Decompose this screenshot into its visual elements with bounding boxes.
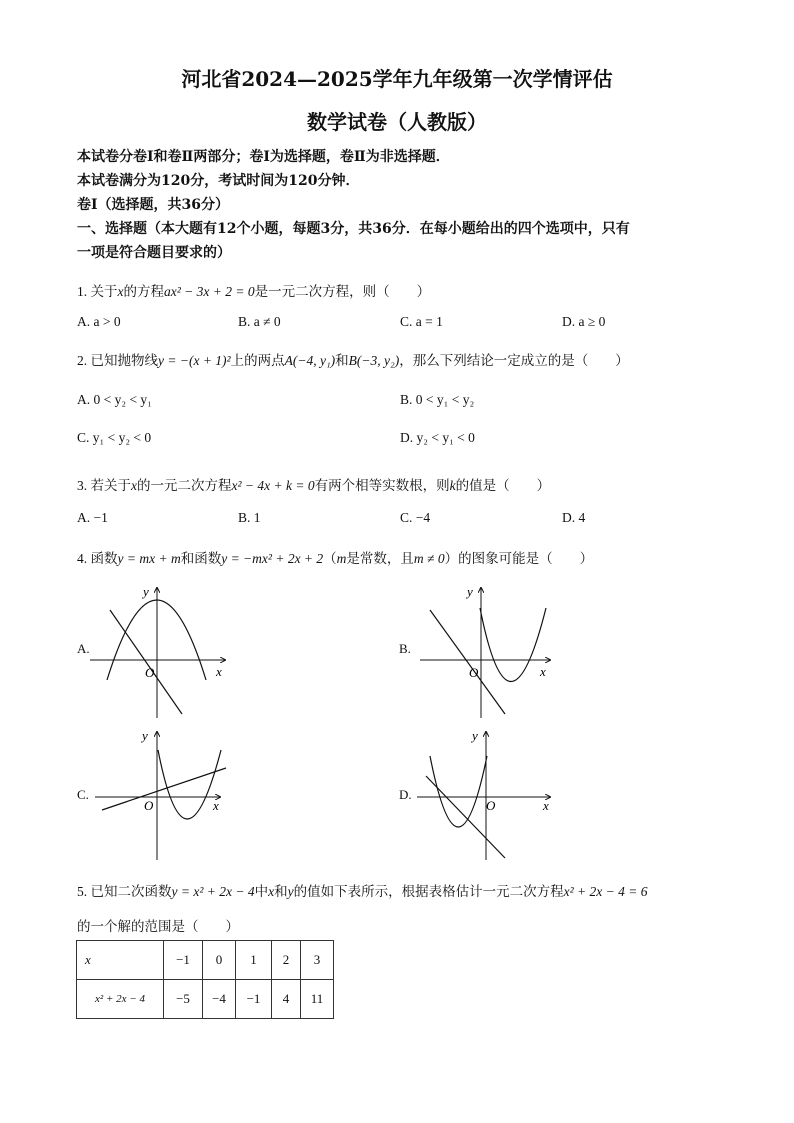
q3-var-k: k xyxy=(449,478,456,493)
q3-option-b: B. 1 xyxy=(238,510,261,525)
table-cell: 0 xyxy=(203,941,236,980)
table-cell: −1 xyxy=(164,941,203,980)
question-5-stem-2: 的一个解的范围是（ ） xyxy=(77,919,239,934)
q2-option-c: C. y₁ < y₂ < 0 xyxy=(77,430,152,445)
graph-a xyxy=(90,580,240,720)
q3-equation: x² − 4x + k = 0 xyxy=(231,478,315,493)
q1-var: x xyxy=(117,284,124,299)
graph-b-parabola xyxy=(480,608,546,682)
value-table xyxy=(76,940,334,1019)
graph-a-line xyxy=(110,610,182,714)
graph-c-parabola xyxy=(158,750,221,819)
table-cell: 1 xyxy=(236,941,272,980)
q5-var-y: y xyxy=(287,884,294,899)
q3-option-d: D. 4 xyxy=(562,510,586,525)
graph-b-x-label: x xyxy=(540,664,546,679)
q4-equation-2: y = −mx² + 2x + 2 xyxy=(221,551,324,566)
graph-d xyxy=(412,728,562,863)
table-row xyxy=(77,980,334,1019)
q3-text-b: 的一元二次方程 xyxy=(137,478,232,493)
q3-text-a: 3. 若关于 xyxy=(77,478,131,493)
q1-text-c: 是一元二次方程，则（ ） xyxy=(254,284,431,299)
graph-a-y-label: y xyxy=(143,584,149,599)
q1-text-a: 1. 关于 xyxy=(77,284,118,299)
graph-b-origin: O xyxy=(469,665,479,680)
question-3-stem xyxy=(77,474,550,494)
graph-a-origin: O xyxy=(145,665,155,680)
q5-text-b: 中 xyxy=(254,884,269,899)
q4-var-m: m xyxy=(336,551,347,566)
graph-a-x-label: x xyxy=(216,664,222,679)
q4-text-e: ）的图象可能是（ ） xyxy=(444,551,594,566)
table-cell: −1 xyxy=(236,980,272,1019)
q4-text-a: 4. 函数 xyxy=(77,551,118,566)
q4-text-d: 是常数，且 xyxy=(346,551,414,566)
q1-text-b: 的方程 xyxy=(123,284,164,299)
table-cell: 2 xyxy=(272,941,301,980)
q5-equation: y = x² + 2x − 4 xyxy=(171,884,255,899)
q2-option-d: D. y₂ < y₁ < 0 xyxy=(400,430,475,445)
question-5-stem xyxy=(77,880,647,900)
q2-equation: y = −(x + 1)² xyxy=(158,353,231,368)
graph-d-x-label: x xyxy=(543,798,549,813)
graph-d-label: D. xyxy=(399,787,412,802)
question-2-stem xyxy=(77,349,629,369)
q4-text-c: （ xyxy=(323,551,337,566)
q5-text-c: 的值如下表所示，根据表格估计一元二次方程 xyxy=(293,884,564,899)
q2-point-a: A(−4, y₁) xyxy=(284,353,336,368)
exam-subtitle: 数学试卷（人教版） xyxy=(307,110,487,134)
q2-point-b: B(−3, y₂) xyxy=(348,353,400,368)
q1-option-b: B. a ≠ 0 xyxy=(238,314,281,329)
graph-c-y-label: y xyxy=(142,728,148,743)
q2-option-b: B. 0 < y₁ < y₂ xyxy=(400,392,475,407)
graph-a-label: A. xyxy=(77,641,90,656)
intro-line-2: 本试卷满分为120分，考试时间为120分钟． xyxy=(77,173,360,189)
graph-d-origin: O xyxy=(486,798,496,813)
q3-text-d: 的值是（ ） xyxy=(455,478,551,493)
graph-c xyxy=(90,728,240,863)
graph-d-y-label: y xyxy=(472,728,478,743)
graph-c-x-label: x xyxy=(213,798,219,813)
table-cell: 3 xyxy=(301,941,334,980)
table-cell: 4 xyxy=(272,980,301,1019)
q3-option-c: C. −4 xyxy=(400,510,431,525)
q5-text-a: 5. 已知二次函数 xyxy=(77,884,172,899)
q3-text-c: 有两个相等实数根，则 xyxy=(314,478,450,493)
q2-option-a: A. 0 < y₂ < y₁ xyxy=(77,392,152,407)
q1-option-d: D. a ≥ 0 xyxy=(562,314,606,329)
graph-c-label: C. xyxy=(77,787,89,802)
q4-equation-1: y = mx + m xyxy=(117,551,181,566)
q5-text-and: 和 xyxy=(274,884,288,899)
graph-c-origin: O xyxy=(144,798,154,813)
q2-text-b: 上的两点 xyxy=(230,353,285,368)
q4-condition: m ≠ 0 xyxy=(413,551,445,566)
part-instructions-2: 一项是符合题目要求的） xyxy=(77,245,231,261)
table-cell: −5 xyxy=(164,980,203,1019)
part-instructions-1: 一、选择题（本大题有12个小题，每题3分，共36分．在每小题给出的四个选项中，只有 xyxy=(77,221,630,237)
graph-b-label: B. xyxy=(399,641,411,656)
table-cell: −4 xyxy=(203,980,236,1019)
graph-c-line xyxy=(102,768,226,810)
q3-option-a: A. −1 xyxy=(77,510,108,525)
table-cell: 11 xyxy=(301,980,334,1019)
table-row xyxy=(77,941,334,980)
question-4-stem xyxy=(77,547,593,567)
q2-text-a: 2. 已知抛物线 xyxy=(77,353,158,368)
q3-var: x xyxy=(131,478,137,493)
q1-option-c: C. a = 1 xyxy=(400,314,443,329)
graph-d-parabola xyxy=(430,756,487,827)
graph-b xyxy=(412,580,562,720)
graph-b-line xyxy=(430,610,505,714)
q1-equation: ax² − 3x + 2 = 0 xyxy=(164,284,255,299)
table-row-header-y: x² + 2x − 4 xyxy=(77,980,164,1019)
question-1-stem xyxy=(77,280,430,300)
q4-text-b: 和函数 xyxy=(180,551,222,566)
intro-line-1: 本试卷分卷Ⅰ和卷Ⅱ两部分；卷Ⅰ为选择题，卷Ⅱ为非选择题． xyxy=(77,149,450,165)
graph-d-line xyxy=(426,776,505,858)
q2-text-and: 和 xyxy=(335,353,349,368)
q5-equation-2: x² + 2x − 4 = 6 xyxy=(563,884,648,899)
q2-text-c: ，那么下列结论一定成立的是（ ） xyxy=(399,353,629,368)
q1-option-a: A. a > 0 xyxy=(77,314,121,329)
graph-b-y-label: y xyxy=(467,584,473,599)
exam-title: 河北省2024—2025学年九年级第一次学情评估 xyxy=(181,67,613,91)
table-row-header-x: x xyxy=(77,941,164,980)
q5-var-x: x xyxy=(268,884,275,899)
section-heading: 卷Ⅰ（选择题，共36分） xyxy=(77,197,230,213)
